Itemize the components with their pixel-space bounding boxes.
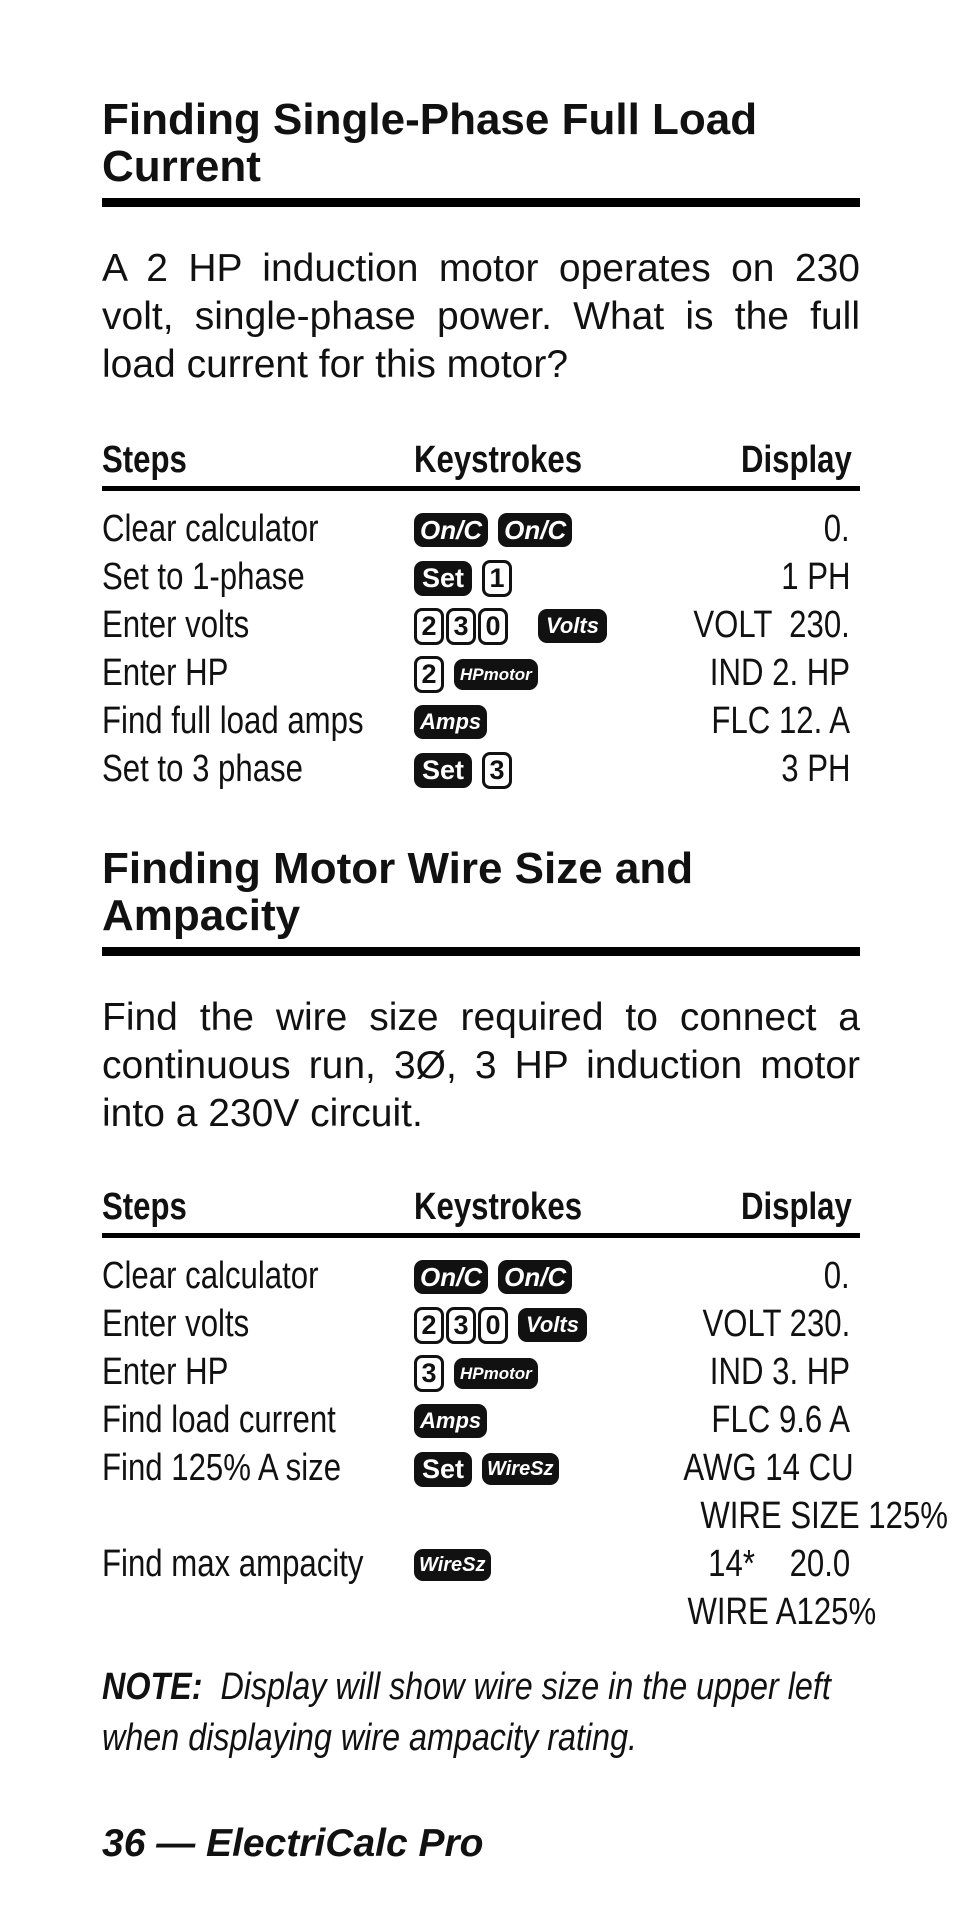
display-value: IND 2. HP [709,651,850,694]
amps-key: Amps [414,705,487,739]
steps-header: Steps [102,1186,358,1236]
display-value: 0. [824,1254,850,1297]
keystrokes [414,1236,646,1301]
display-value: FLC 9.6 A [711,1398,850,1441]
on-c-key: On/C [498,513,572,547]
volts-key: Volts [518,1308,587,1342]
table-row [102,745,860,793]
display-header: Display [685,1186,860,1236]
keystrokes [414,489,646,554]
number-key-2: 2 [414,656,444,693]
step-label: Clear calculator [102,507,319,550]
keystrokes [414,697,646,745]
display-value: WIRE A125% [687,1590,877,1633]
section-intro: Find the wire size required to connect a continuous run, 3Ø, 3 HP induction motor into a 230V circuit. [102,996,860,1135]
keystrokes [414,1492,646,1540]
keystrokes [414,1588,646,1636]
table-row [102,1492,860,1540]
on-c-key: On/C [498,1260,572,1294]
keystrokes [414,745,646,793]
keystrokes [414,601,646,649]
steps-header: Steps [102,439,358,489]
table-row [102,649,860,697]
display-value: VOLT 230. [693,603,850,646]
keystrokes [414,1540,646,1588]
display-value: WIRE SIZE 125% [700,1494,948,1537]
keystrokes [414,1444,646,1492]
table-row [102,1348,860,1396]
hp-motor-key: HPmotor [454,1358,538,1389]
display-value: 14* 20.0 [707,1542,850,1585]
table-row [102,601,860,649]
table-row [102,1396,860,1444]
steps-table [102,439,860,793]
display-value: VOLT 230. [702,1302,850,1345]
section-wire-size [102,844,948,1636]
table-row [102,697,860,745]
set-key: Set [414,753,472,788]
amps-key: Amps [414,1404,487,1438]
display-value: IND 3. HP [709,1350,850,1393]
number-key-3: 3 [414,1355,444,1392]
wire-size-key: WireSz [482,1453,559,1485]
number-key-0: 0 [478,608,508,645]
step-label: Find 125% A size [102,1446,342,1489]
on-c-key: On/C [414,513,488,547]
step-label: Set to 3 phase [102,747,303,790]
on-c-key: On/C [414,1260,488,1294]
table-header-row [102,439,860,489]
keystrokes [414,1348,646,1396]
table-row [102,1444,860,1492]
number-key-3: 3 [446,608,476,645]
step-label: Find full load amps [102,699,364,742]
section-single-phase [102,96,860,793]
step-label: Clear calculator [102,1254,319,1297]
note-text: Display will show wire size in the upper left when displaying wire ampacity rating. [102,1666,831,1759]
number-key-2: 2 [414,608,444,645]
step-label: Set to 1-phase [102,555,305,598]
step-label: Find max ampacity [102,1542,364,1585]
note [102,1662,882,1764]
display-value: AWG 14 CU [683,1446,854,1489]
section-intro: A 2 HP induction motor operates on 230 volt, single-phase power. What is the full load current for this motor? [102,247,860,386]
note-label: NOTE: [102,1666,203,1708]
section-title: Finding Single-Phase Full Load Current [102,96,860,207]
wire-size-key: WireSz [414,1549,491,1581]
table-row [102,1300,860,1348]
number-key-0: 0 [478,1307,508,1344]
hp-motor-key: HPmotor [454,659,538,690]
set-key: Set [414,1452,472,1487]
keystrokes [414,1300,646,1348]
number-key-3: 3 [446,1307,476,1344]
page-footer: 36 — ElectriCalc Pro [102,1822,484,1865]
keystrokes-header: Keystrokes [414,439,604,489]
table-row [102,553,860,601]
step-label: Enter HP [102,1350,229,1393]
table-header-row [102,1186,860,1236]
step-label: Enter volts [102,603,250,646]
steps-table [102,1186,948,1636]
step-label: Enter volts [102,1302,250,1345]
number-key-3: 3 [482,752,512,789]
number-key-2: 2 [414,1307,444,1344]
display-header: Display [685,439,860,489]
table-row [102,489,860,554]
table-row [102,1588,860,1636]
number-key-1: 1 [482,560,512,597]
step-label: Enter HP [102,651,229,694]
table-row [102,1540,860,1588]
display-value: 1 PH [780,555,850,598]
display-value: 0. [824,507,850,550]
keystrokes [414,553,646,601]
keystrokes [414,1396,646,1444]
section-title: Finding Motor Wire Size and Ampacity [102,845,860,956]
display-value: FLC 12. A [711,699,850,742]
volts-key: Volts [538,609,607,643]
display-value: 3 PH [780,747,850,790]
step-label: Find load current [102,1398,336,1441]
table-row [102,1236,860,1301]
set-key: Set [414,561,472,596]
keystrokes-header: Keystrokes [414,1186,604,1236]
keystrokes [414,649,646,697]
